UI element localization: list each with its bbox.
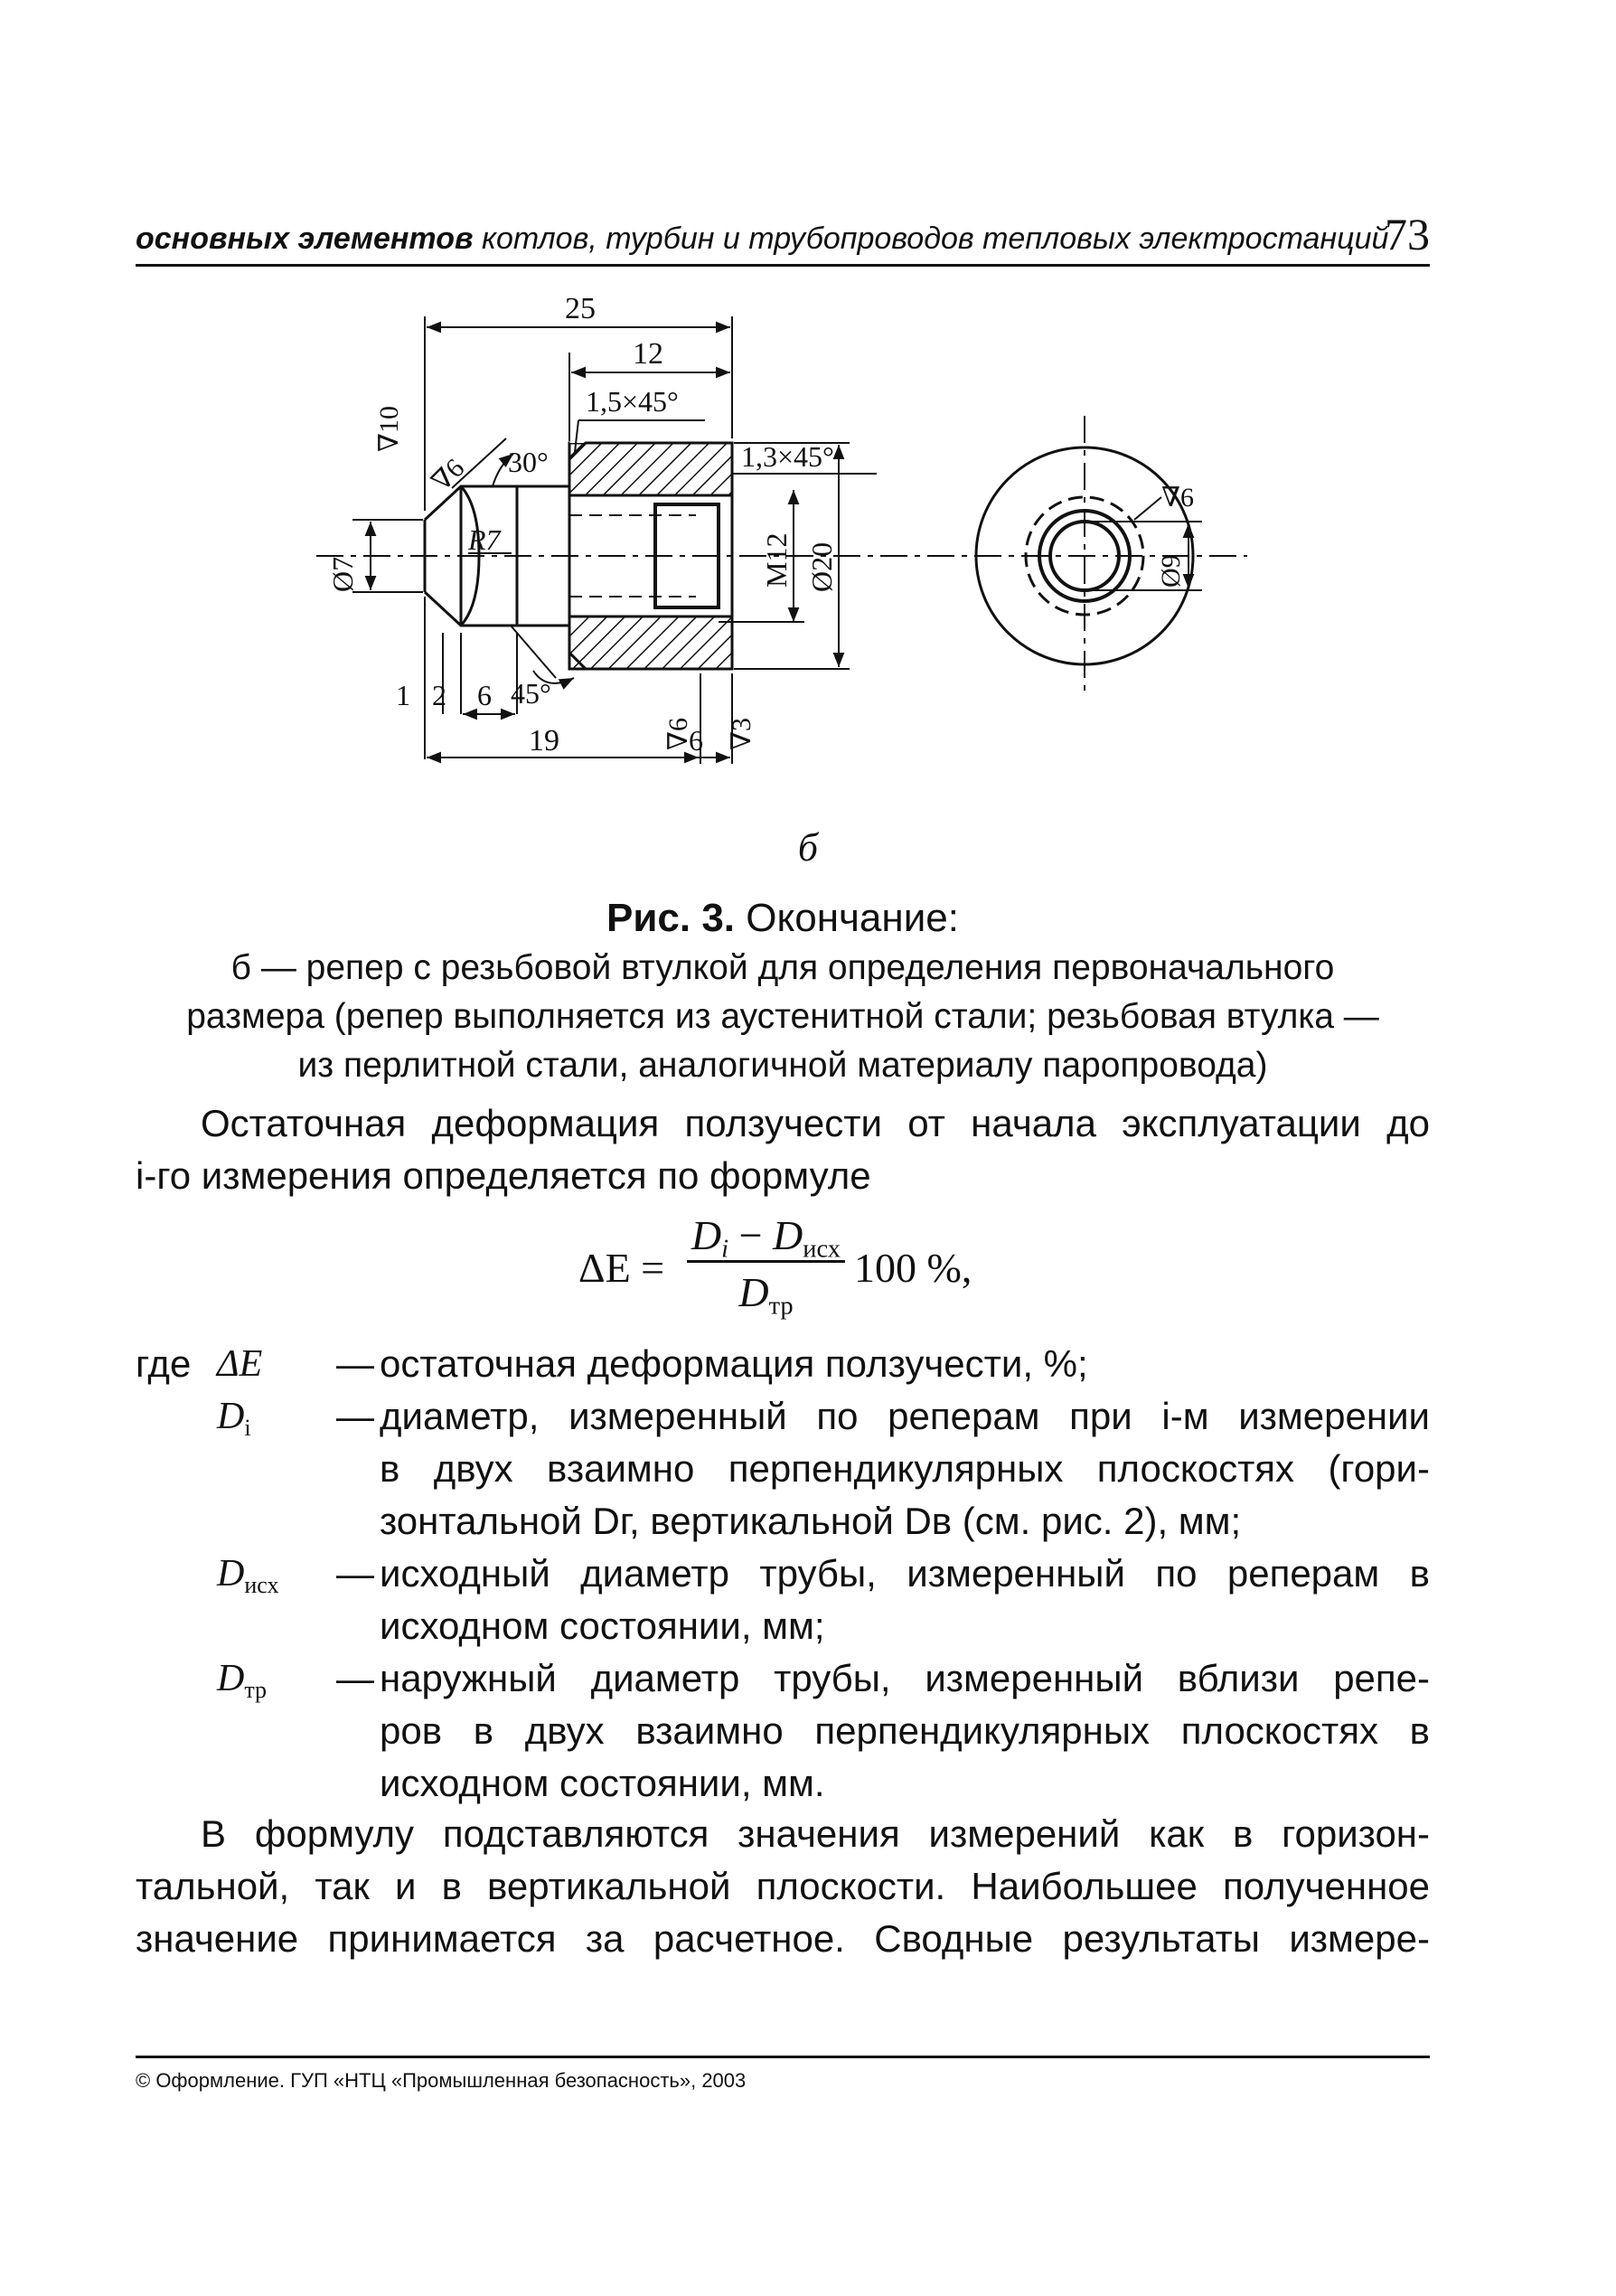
formula [578, 1211, 1048, 1320]
definition-line: зонтальной Dг, вертикальной Dв (см. рис. 2), мм; [380, 1500, 1242, 1542]
dim-m12: M12 [760, 532, 793, 588]
bushing-top-wall [569, 443, 732, 495]
definition-line: диаметр, измеренный по реперам при i-м измерении [380, 1395, 1430, 1437]
caption-fig-label: Рис. 3. [606, 896, 736, 940]
closing-paragraph [136, 1808, 1430, 1965]
dim-1: 1 [396, 679, 410, 711]
formula-rhs: 100 %, [854, 1245, 972, 1291]
definition-symbol: $D_{тр}$ [217, 1658, 268, 1703]
roughness-6-bottom: ∇6 [663, 718, 693, 750]
formula-fraction [687, 1211, 845, 1322]
definition-symbol: $D_i$ [217, 1396, 251, 1441]
formula-lhs: ΔE = [578, 1245, 665, 1291]
dim-6b: 6 [689, 724, 703, 757]
definition-line: ров в двух взаимно перпендикулярных плоскостях в [380, 1709, 1430, 1752]
running-header [136, 206, 1430, 267]
bushing-bottom-wall [569, 616, 732, 669]
definition-item: $D_{исх}$ — исходный диаметр трубы, измеренный по реперам в исходном состоянии, мм; [136, 1548, 1430, 1652]
intro-line: i-го измерения определяется по формуле [136, 1154, 871, 1197]
caption-line: размера (репер выполняется из аустенитной стали; резьбовая втулка — [186, 997, 1379, 1036]
definition-item: где ΔE — остаточная деформация ползучести, %; [136, 1338, 1430, 1390]
definition-item: $D_i$ — диаметр, измеренный по реперам при i-м измерении в двух взаимно перпендикулярных плоскостях (гори- зонтальной Dг, вертикальной Dв (см. рис. 2), мм; [136, 1390, 1430, 1548]
figure-caption [136, 893, 1430, 1090]
definition-symbol: $D_{исх}$ [217, 1553, 279, 1598]
dim-6a: 6 [477, 679, 492, 711]
header-title [136, 221, 1388, 257]
drawing-svg [298, 280, 1292, 823]
caption-fig-title: Окончание: [735, 896, 959, 940]
caption-body [136, 944, 1430, 1090]
roughness-6-chamfer: ∇6 [426, 453, 471, 497]
dim-d9: Ø9 [1156, 554, 1186, 588]
caption-head [136, 893, 1430, 944]
formula-numerator: $D_i - D_{исх}$ [691, 1212, 841, 1264]
definition-item: $D_{тр}$ — наружный диаметр трубы, измеренный вблизи репе- ров в двух взаимно перпендикулярных плоскостях в исходном состоянии, мм. [136, 1652, 1430, 1810]
where-word: где [136, 1342, 192, 1385]
formula-denominator: $D_{тр}$ [738, 1269, 794, 1321]
definitions-list [136, 1338, 1430, 1810]
closing-line: тальной, так и в вертикальной плоскости. Наибольшее полученное [136, 1865, 1430, 1907]
radius-r7: R7 [468, 523, 501, 556]
intro-paragraph [136, 1097, 1430, 1202]
definition-line: исходном состоянии, мм; [380, 1604, 825, 1647]
definition-line: наружный диаметр трубы, измеренный вблизи репе- [380, 1657, 1430, 1699]
intro-line: Остаточная деформация ползучести от начала эксплуатации до [201, 1102, 1430, 1144]
chamfer-label-2: 1,3×45° [741, 440, 834, 473]
closing-line: значение принимается за расчетное. Сводные результаты измере- [136, 1917, 1430, 1960]
definition-line: исходном состоянии, мм. [380, 1762, 825, 1804]
roughness-10: ∇10 [374, 406, 404, 452]
page-number: 73 [1385, 209, 1430, 259]
chamfer-label-1: 1,5×45° [586, 385, 679, 418]
reper-bottom-profile [425, 592, 569, 626]
caption-line: из перлитной стали, аналогичной материалу паропровода) [297, 1046, 1268, 1085]
dim-12: 12 [633, 337, 663, 371]
definition-line: в двух взаимно перпендикулярных плоскостях (гори- [380, 1447, 1430, 1490]
angle-45: 45° [511, 677, 551, 710]
dim-2: 2 [432, 679, 446, 711]
technical-drawing [298, 280, 1292, 823]
figure-letter: б [797, 825, 819, 870]
definition-symbol: ΔE [217, 1343, 263, 1385]
dim-25: 25 [565, 292, 596, 325]
closing-line: В формулу подставляются значения измерений как в горизон- [201, 1812, 1430, 1855]
definition-line: остаточная деформация ползучести, %; [380, 1342, 1088, 1385]
roughness-3: ∇3 [727, 718, 756, 750]
definition-line: исходный диаметр трубы, измеренный по реперам в [380, 1552, 1430, 1595]
header-title-bold: основных элементов [136, 221, 474, 256]
roughness-6-side: ∇6 [1161, 483, 1194, 513]
footer-text: © Оформление. ГУП «НТЦ «Промышленная безопасность», 2003 [136, 2069, 747, 2092]
angle-30: 30° [508, 446, 549, 478]
dim-d20: Ø20 [805, 541, 838, 592]
copyright-footer [136, 2056, 1430, 2093]
caption-line: б — репер с резьбовой втулкой для определения первоначального [230, 948, 1335, 987]
header-title-rest: котлов, турбин и трубопроводов тепловых электростанций [473, 221, 1389, 256]
dim-19: 19 [529, 724, 559, 757]
dim-d7: Ø7 [326, 556, 359, 592]
